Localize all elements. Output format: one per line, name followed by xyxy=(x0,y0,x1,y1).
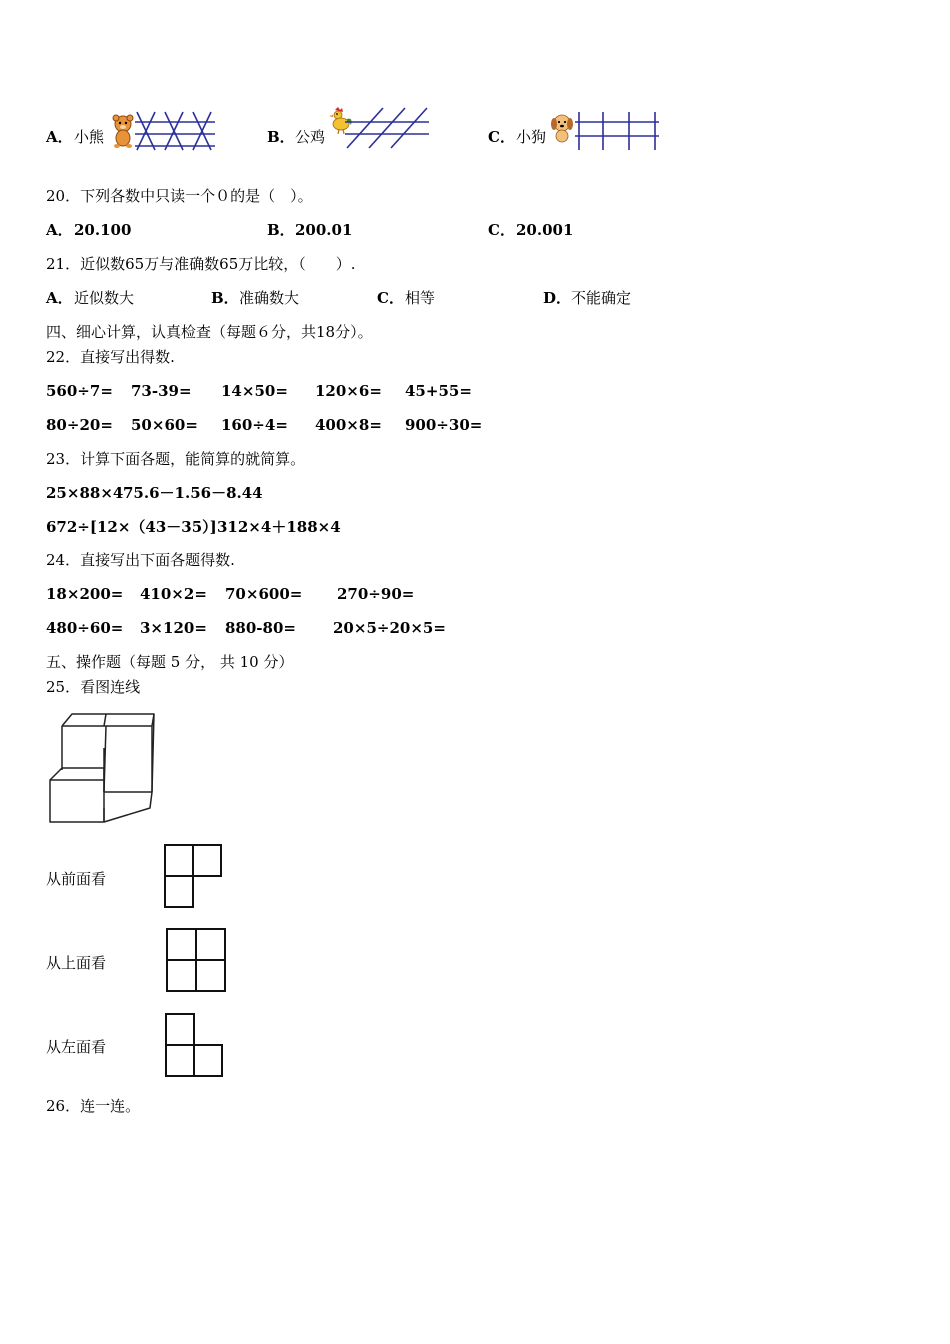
bear-path-diagram xyxy=(135,110,217,152)
q24-expr: 3×120= xyxy=(140,619,207,637)
q24-stem: 24．直接写出下面各题得数. xyxy=(46,551,235,569)
q23-expr: 25×88×4 xyxy=(46,484,124,502)
q20-option-b-text: 200.01 xyxy=(295,221,353,239)
section4-heading: 四、细心计算，认真检查（每题６分，共18分）。 xyxy=(46,323,373,341)
view-label-front: 从前面看 xyxy=(46,870,107,888)
q22-expr: 900÷30= xyxy=(405,416,483,434)
q21-stem: 21．近似数65万与准确数65万比较，（ ）. xyxy=(46,255,356,273)
q23-expr: 75.6－1.56－8.44 xyxy=(123,484,263,502)
cube-stack-figure xyxy=(46,710,158,826)
q24-expr: 880-80= xyxy=(225,619,296,637)
dog-path-diagram xyxy=(575,110,661,152)
q24-expr: 70×600= xyxy=(225,585,303,603)
q23-expr: 672÷[12×（43－35）] xyxy=(46,518,217,536)
q20-stem: 20．下列各数中只读一个０的是（ ）。 xyxy=(46,187,313,205)
q21-option-c-letter: C． xyxy=(377,289,404,307)
q22-expr: 560÷7= xyxy=(46,382,113,400)
left-view-figure[interactable] xyxy=(164,1012,226,1078)
option-text: 公鸡 xyxy=(295,128,326,146)
q23-expr: 312×4＋188×4 xyxy=(217,518,341,536)
bear-icon xyxy=(108,113,138,149)
q20-option-b-letter: B． xyxy=(267,221,295,239)
q24-expr: 480÷60= xyxy=(46,619,124,637)
q24-expr: 270÷90= xyxy=(337,585,415,603)
q21-option-a-text: 近似数大 xyxy=(74,289,135,307)
q20-option-a-letter: A． xyxy=(46,221,73,239)
front-view-figure[interactable] xyxy=(163,843,225,909)
option-letter: A． xyxy=(46,128,73,146)
q22-stem: 22．直接写出得数. xyxy=(46,348,175,366)
q25-stem: 25．看图连线 xyxy=(46,678,141,696)
view-label-left: 从左面看 xyxy=(46,1038,107,1056)
q21-option-a-letter: A． xyxy=(46,289,73,307)
q21-option-c-text: 相等 xyxy=(405,289,436,307)
section5-heading: 五、操作题（每题 5 分， 共 10 分） xyxy=(46,653,294,671)
q20-option-c-text: 20.001 xyxy=(516,221,574,239)
option-text: 小狗 xyxy=(516,128,547,146)
option-text: 小熊 xyxy=(74,128,105,146)
q24-expr: 20×5÷20×5= xyxy=(333,619,446,637)
q22-expr: 80÷20= xyxy=(46,416,113,434)
q22-expr: 160÷4= xyxy=(221,416,288,434)
q23-stem: 23．计算下面各题，能简算的就简算。 xyxy=(46,450,306,468)
q20-option-a-text: 20.100 xyxy=(74,221,132,239)
q21-option-b-text: 准确数大 xyxy=(239,289,300,307)
q21-option-d-text: 不能确定 xyxy=(571,289,632,307)
q20-option-c-letter: C． xyxy=(488,221,515,239)
q22-expr: 400×8= xyxy=(315,416,382,434)
q22-expr: 45+55= xyxy=(405,382,472,400)
option-letter: C． xyxy=(488,128,515,146)
q22-expr: 120×6= xyxy=(315,382,382,400)
q22-expr: 14×50= xyxy=(221,382,288,400)
dog-icon xyxy=(549,112,575,144)
rooster-path-diagram xyxy=(343,106,433,150)
q22-expr: 73-39= xyxy=(131,382,192,400)
q22-expr: 50×60= xyxy=(131,416,198,434)
q21-option-b-letter: B． xyxy=(211,289,239,307)
q24-expr: 18×200= xyxy=(46,585,124,603)
view-label-top: 从上面看 xyxy=(46,954,107,972)
q24-expr: 410×2= xyxy=(140,585,207,603)
top-view-figure[interactable] xyxy=(164,926,228,994)
q21-option-d-letter: D． xyxy=(543,289,572,307)
option-letter: B． xyxy=(267,128,295,146)
q26-stem: 26．连一连。 xyxy=(46,1097,141,1115)
